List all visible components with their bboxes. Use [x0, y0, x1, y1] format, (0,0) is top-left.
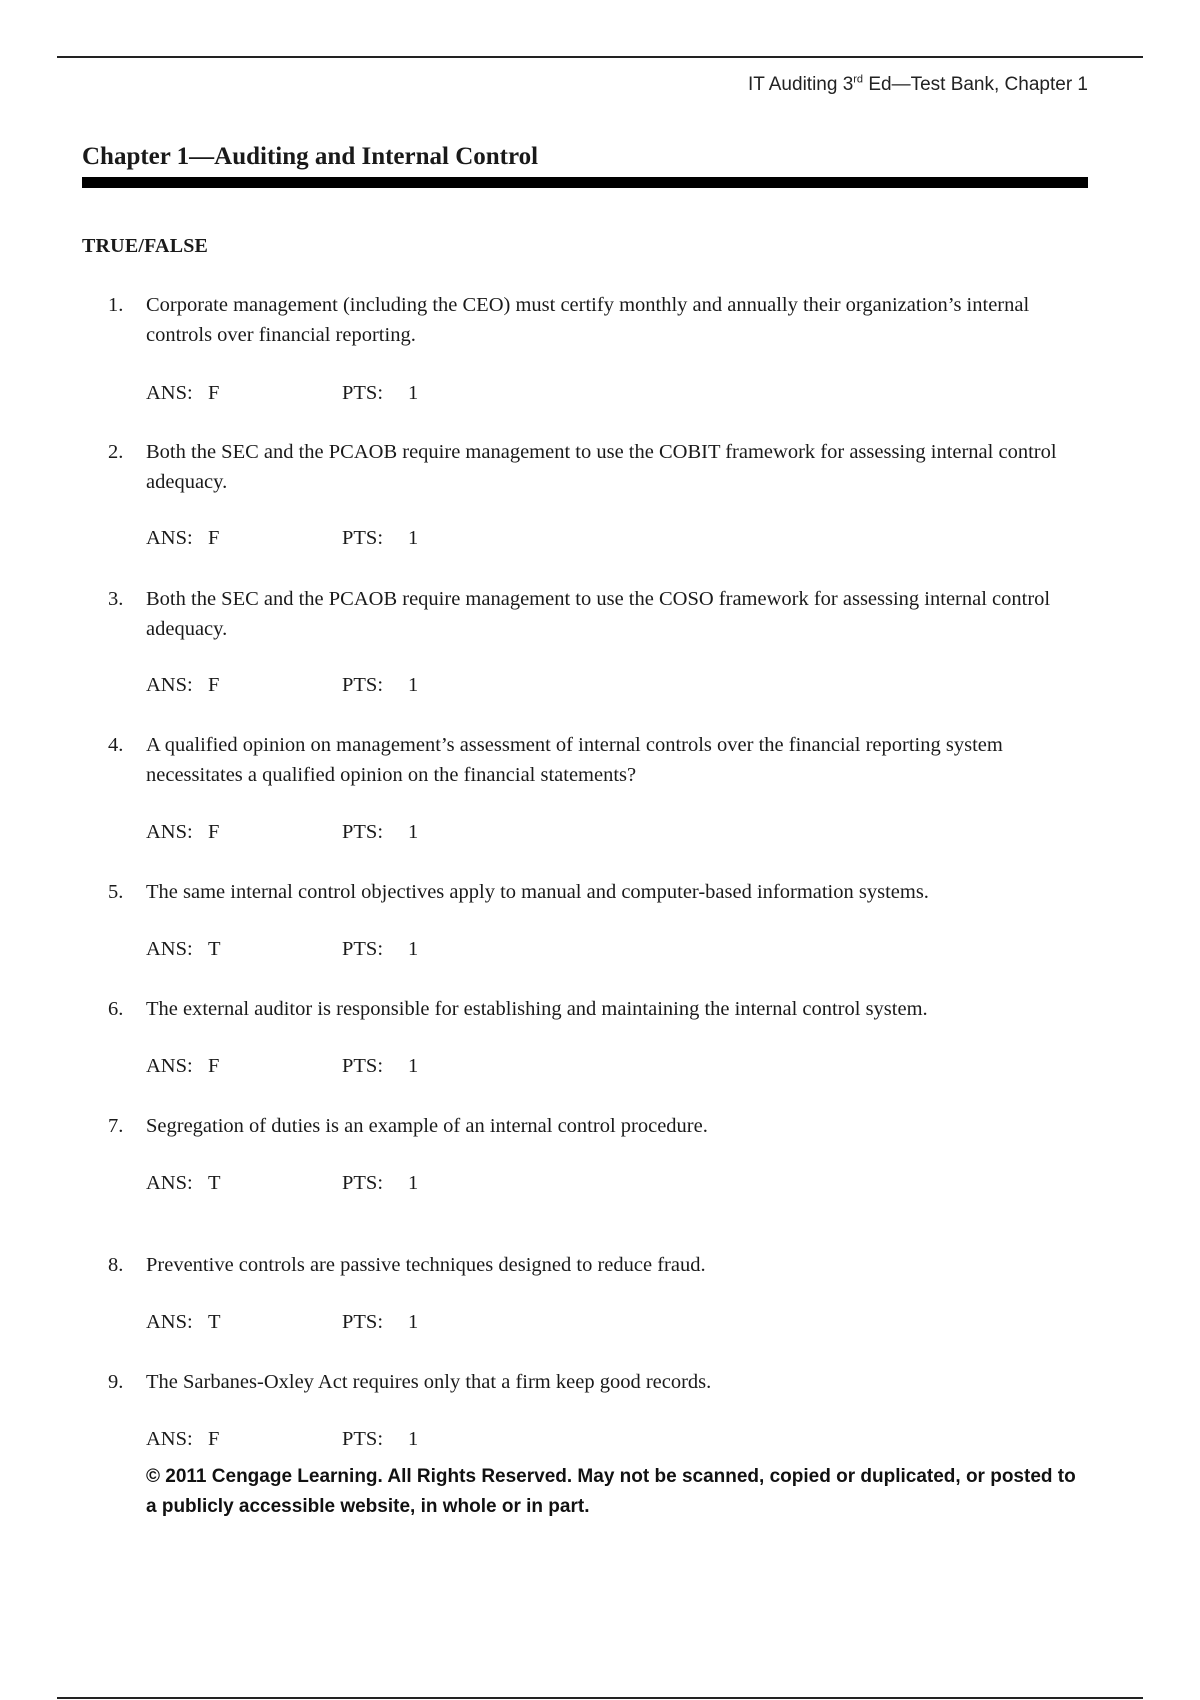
points-label: PTS:	[342, 821, 384, 843]
points-value: 1	[408, 1311, 419, 1333]
answer-value: F	[208, 1055, 220, 1077]
chapter-title: Chapter 1—Auditing and Internal Control	[82, 143, 539, 170]
answer-label: ANS:	[146, 938, 193, 960]
section-heading: TRUE/FALSE	[82, 235, 209, 257]
points-label: PTS:	[342, 674, 384, 696]
copyright-notice: © 2011 Cengage Learning. All Rights Reserved. May not be scanned, copied or duplicated, or posted to a publicly accessible website, in whole or in part.	[146, 1466, 1076, 1517]
points-label: PTS:	[342, 382, 384, 404]
answer-value: T	[208, 938, 221, 960]
points-label: PTS:	[342, 1172, 384, 1194]
answer-value: F	[208, 382, 220, 404]
points-label: PTS:	[342, 938, 384, 960]
question-number: 3.	[108, 588, 124, 610]
running-header-chapter: Ed—Test Bank, Chapter 1	[863, 74, 1088, 95]
answer-label: ANS:	[146, 1055, 193, 1077]
answer-label: ANS:	[146, 1172, 193, 1194]
answer-label: ANS:	[146, 527, 193, 549]
question-number: 9.	[108, 1371, 124, 1393]
points-label: PTS:	[342, 1311, 384, 1333]
answer-value: F	[208, 1428, 220, 1450]
question-number: 5.	[108, 881, 124, 903]
answer-value: F	[208, 674, 220, 696]
title-underline-bar	[82, 177, 1088, 188]
points-value: 1	[408, 382, 419, 404]
question-number: 6.	[108, 998, 124, 1020]
question-text: Both the SEC and the PCAOB require management to use the COSO framework for assessing internal control adequacy.	[146, 588, 1051, 640]
answer-value: T	[208, 1311, 221, 1333]
question-text: Both the SEC and the PCAOB require management to use the COBIT framework for assessing internal control adequacy.	[146, 441, 1057, 493]
answer-label: ANS:	[146, 1428, 193, 1450]
question-text: Segregation of duties is an example of an internal control procedure.	[146, 1115, 708, 1137]
answer-label: ANS:	[146, 674, 193, 696]
points-value: 1	[408, 1428, 419, 1450]
points-value: 1	[408, 1172, 419, 1194]
answer-label: ANS:	[146, 821, 193, 843]
answer-label: ANS:	[146, 382, 193, 404]
question-number: 8.	[108, 1254, 124, 1276]
question-text: The external auditor is responsible for establishing and maintaining the internal control system.	[146, 998, 928, 1020]
question-number: 2.	[108, 441, 124, 463]
footer-rule	[57, 1697, 1143, 1699]
points-value: 1	[408, 938, 419, 960]
points-label: PTS:	[342, 1055, 384, 1077]
points-label: PTS:	[342, 527, 384, 549]
header-rule	[57, 56, 1143, 58]
question-text: The same internal control objectives apply to manual and computer-based information systems.	[146, 881, 929, 903]
question-text: Corporate management (including the CEO) must certify monthly and annually their organization’s internal controls over financial reporting.	[146, 294, 1030, 346]
points-label: PTS:	[342, 1428, 384, 1450]
edition-ordinal: rd	[853, 73, 864, 86]
question-text: A qualified opinion on management’s assessment of internal controls over the financial reporting system necessitates a qualified opinion on the financial statements?	[146, 734, 1003, 786]
question-number: 7.	[108, 1115, 124, 1137]
question-text: Preventive controls are passive techniques designed to reduce fraud.	[146, 1254, 706, 1276]
points-value: 1	[408, 674, 419, 696]
question-number: 1.	[108, 294, 124, 316]
running-header	[748, 74, 1088, 96]
question-number: 4.	[108, 734, 124, 756]
answer-value: T	[208, 1172, 221, 1194]
points-value: 1	[408, 1055, 419, 1077]
points-value: 1	[408, 821, 419, 843]
answer-value: F	[208, 527, 220, 549]
running-header-title: IT Auditing 3	[747, 74, 854, 95]
answer-value: F	[208, 821, 220, 843]
question-text: The Sarbanes-Oxley Act requires only that a firm keep good records.	[146, 1371, 712, 1393]
points-value: 1	[408, 527, 419, 549]
answer-label: ANS:	[146, 1311, 193, 1333]
